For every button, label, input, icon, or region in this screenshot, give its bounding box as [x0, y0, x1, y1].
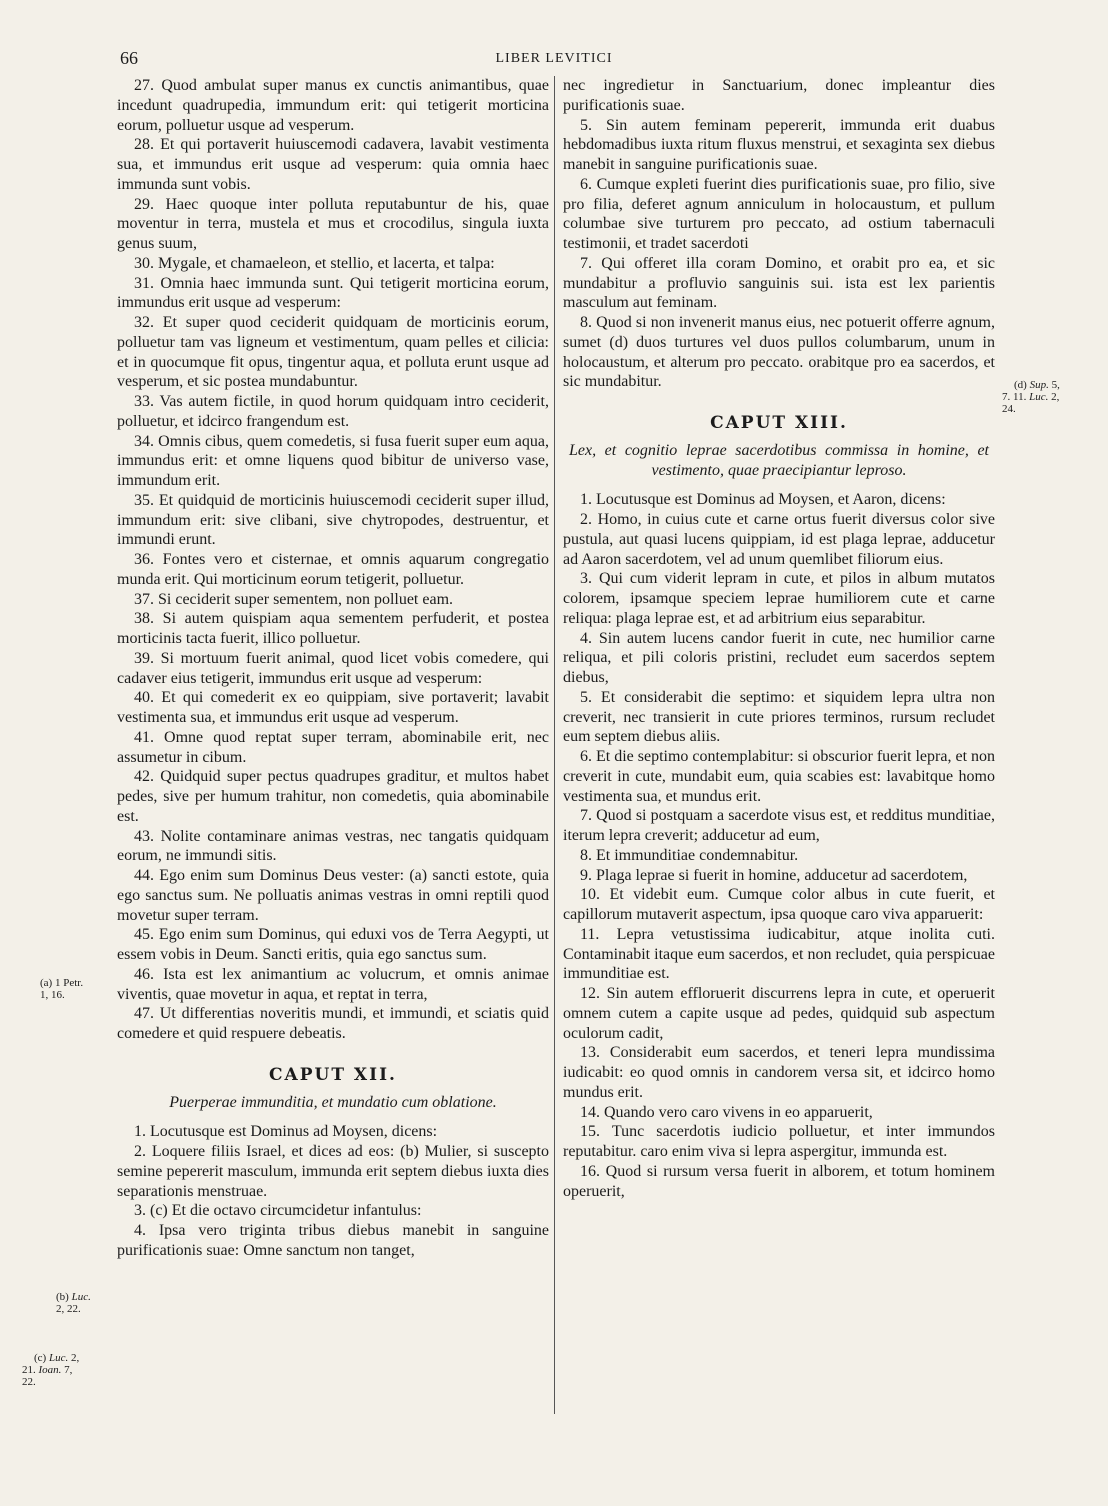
verse: 7. Quod si postquam a sacerdote visus est, et redditus munditiae, iterum lepra creverit; adducetur ad eum,: [563, 807, 995, 844]
margin-note-c: [22, 1352, 112, 1388]
note-reference: Luc.: [1029, 391, 1049, 403]
chapter-summary: Lex, et cognitio leprae sacerdotibus commissa in homine, et vestimento, quae praecipiantur leproso.: [569, 441, 989, 479]
note-location: 7. 11.: [1002, 391, 1027, 403]
verse: 27. Quod ambulat super manus ex cunctis animantibus, quae incedunt quadrupedia, immundum erit: qui tetigerit morticina eorum, polluetur usque ad vesperum.: [117, 77, 549, 134]
note-reference: 1 Petr.: [54, 977, 84, 989]
verse: 5. Et considerabit die septimo: et siquidem lepra ultra non creverit, nec transierit in cute priores terminos, rursum recludet eum septem diebus aliis.: [563, 688, 995, 746]
verse: 8. Quod si non invenerit manus eius, nec potuerit offerre agnum, sumet (d) duos turtures vel duos pullos columbarum, unum in holocaustum, et alterum pro peccato. orabitque pro ea sacerdos, et sic mundabitur.: [563, 314, 995, 391]
verse: 32. Et super quod ceciderit quidquam de morticinis eorum, polluetur tam vas ligneum et vestimentum, quam pelles et cilicia: et in quocumque fit opus, tingentur aqua, et polluta erunt usque ad vesperum, et sic postea mundabuntur.: [117, 314, 549, 391]
verse: 33. Vas autem fictile, in quod horum quidquam intro ceciderit, polluetur, et idcirco frangendum est.: [117, 393, 549, 430]
left-column: [117, 76, 549, 1261]
note-location: 2, 22.: [56, 1303, 81, 1315]
verse: 45. Ego enim sum Dominus, qui eduxi vos de Terra Aegypti, ut essem vobis in Deum. Sancti eritis, quia ego sanctus sum.: [117, 926, 549, 963]
verse: 40. Et qui comederit ex eo quippiam, sive portaverit; lavabit vestimenta sua, et immundus erit usque ad vesperum.: [117, 689, 549, 726]
verse: 35. Et quidquid de morticinis huiuscemodi ceciderit super illud, immundum erit: sive clibani, sive chytropodes, destruentur, et immundi erunt.: [117, 491, 549, 549]
right-verses-before: [563, 76, 995, 392]
verse: 41. Omne quod reptat super terram, abominabile erit, nec assumetur in cibum.: [117, 728, 549, 766]
verse: 42. Quidquid super pectus quadrupes graditur, et multos habet pedes, sive per humum trahitur, non comedetis, quia abominabile est.: [117, 768, 549, 825]
verse: 46. Ista est lex animantium ac volucrum, et omnis animae viventis, quae movetur in aqua, et reptat in terra,: [117, 965, 549, 1003]
verse: 37. Si ceciderit super sementem, non polluet eam.: [134, 590, 454, 608]
verse: 29. Haec quoque inter polluta reputabuntur de his, quae moventur in terra, mustela et mus et crocodilus, singula iuxta genus suum,: [117, 195, 549, 252]
verse: 1. Locutusque est Dominus ad Moysen, dicens:: [134, 1123, 438, 1141]
verse: 9. Plaga leprae si fuerit in homine, adducetur ad sacerdotem,: [580, 866, 968, 884]
verse: 34. Omnis cibus, quem comedetis, si fusa fuerit super eum aqua, immundus erit: et omne liquens quod bibitur de universo vase, immundum erit.: [117, 432, 549, 489]
verse: 15. Tunc sacerdotis iudicio polluetur, et inter immundos reputabitur. caro enim viva si lepra aspergitur, immunda est.: [563, 1123, 995, 1160]
page-number: 66: [120, 48, 138, 68]
right-verses-after: [563, 490, 995, 1201]
verse: 7. Qui offeret illa coram Domino, et orabit pro ea, et sic mundabitur a profluvio sanguinis sui. ista est lex parientis masculum aut feminam.: [563, 254, 995, 312]
note-location: 21.: [22, 1364, 36, 1376]
note-location: 22.: [22, 1376, 36, 1388]
note-location: 7,: [64, 1364, 73, 1376]
verse: 38. Si autem quispiam aqua sementem perfuderit, et postea morticinis tacta fuerit, illico polluetur.: [117, 610, 549, 647]
verse: 4. Ipsa vero triginta tribus diebus manebit in sanguine purificationis suae: Omne sanctum non tanget,: [117, 1222, 549, 1259]
verse: 2. Loquere filiis Israel, et dices ad eos: (b) Mulier, si suscepto semine pepererit masculum, immunda erit septem diebus iuxta dies separationis menstruae.: [117, 1143, 549, 1200]
verse: 3. Qui cum viderit lepram in cute, et pilos in album mutatos colorem, ipsamque speciem leprae humiliorem cute et carne reliqua: plaga leprae est, et ad arbitrium eius separabitur.: [563, 570, 995, 627]
verse: 2. Homo, in cuius cute et carne ortus fuerit diversus color sive pustula, aut quasi lucens quippiam, id est plaga leprae, adducetur ad Aaron sacerdotem, vel ad unum quemlibet filiorum eius.: [563, 511, 995, 568]
note-marker: (b): [56, 1291, 69, 1303]
note-location: 5,: [1051, 379, 1060, 391]
note-reference: Ioan.: [38, 1364, 62, 1376]
chapter-title: CAPUT XIII.: [710, 413, 848, 433]
note-location: 1, 16.: [40, 989, 65, 1001]
verse: 30. Mygale, et chamaeleon, et stellio, et lacerta, et talpa:: [134, 254, 495, 272]
verse: 5. Sin autem feminam pepererit, immunda erit duabus hebdomadibus iuxta ritum fluxus menstrui, et sexaginta sex diebus manebit in sanguine purificationis suae.: [563, 116, 995, 173]
left-verses-before: [117, 76, 549, 1044]
column-divider: [554, 76, 555, 1414]
note-location: 24.: [1002, 403, 1016, 415]
note-marker: (c): [34, 1352, 47, 1364]
verse-continuation: nec ingredietur in Sanctuarium, donec impleantur dies purificationis suae.: [563, 77, 995, 114]
verse: 28. Et qui portaverit huiuscemodi cadavera, lavabit vestimenta sua, et immundus erit usque ad vesperum: quia omnia haec immunda sunt vobis.: [117, 136, 549, 193]
verse: 8. Et immunditiae condemnabitur.: [580, 846, 799, 864]
verse: 6. Et die septimo contemplabitur: si obscurior fuerit lepra, et non creverit in cute, mundabit eum, quia scabies est: lavabitque homo vestimenta sua, et mundus erit.: [563, 748, 996, 805]
chapter-title: CAPUT XII.: [269, 1064, 397, 1085]
chapter-summary: Puerperae immunditia, et mundatio cum oblatione.: [169, 1093, 497, 1111]
verse: 14. Quando vero caro vivens in eo apparuerit,: [580, 1103, 873, 1121]
right-column: [563, 76, 995, 1201]
verse: 4. Sin autem lucens candor fuerit in cute, nec humilior carne reliqua, et pili coloris pristini, recludet eum sacerdos septem diebus,: [563, 629, 995, 686]
margin-note-a: [40, 977, 112, 1001]
note-location: 2,: [70, 1352, 80, 1364]
verse: 6. Cumque expleti fuerint dies purificationis suae, pro filio, sive pro filia, deferet agnum anniculum in holocaustum, et pullum columbae sive turturem pro peccato, ad ostium tabernaculi testimonii, et tradet sacerdoti: [563, 175, 995, 252]
left-verses-after: [117, 1122, 549, 1260]
verse: 36. Fontes vero et cisternae, et omnis aquarum congregatio munda erit. Qui morticinum eorum tetigerit, polluetur.: [117, 551, 549, 588]
verse: 39. Si mortuum fuerit animal, quod licet vobis comedere, qui cadaver eius tetigerit, immundus erit usque ad vesperum:: [117, 649, 549, 687]
page-header: [0, 48, 1108, 72]
note-reference: Sup.: [1029, 379, 1049, 391]
verse: 31. Omnia haec immunda sunt. Qui tetigerit morticina eorum, immundus erit usque ad vesperum:: [117, 274, 549, 312]
note-marker: (d): [1014, 379, 1027, 391]
verse: 47. Ut differentias noveritis mundi, et immundi, et sciatis quid comedere et quid respuere debeatis.: [117, 1005, 549, 1042]
note-location: 2,: [1051, 391, 1060, 403]
verse: 43. Nolite contaminare animas vestras, nec tangatis quidquam eorum, ne immundi sitis.: [117, 827, 549, 865]
verse: 11. Lepra vetustissima iudicabitur, atque inolita cuti. Contaminabit itaque eum sacerdos, et non recludet, quia perspicuae immunditiae est.: [563, 925, 995, 983]
verse: 13. Considerabit eum sacerdos, et teneri lepra mundissima iudicabit: eo quod omnis in candorem versa sit, et idcirco homo mundus erit.: [563, 1044, 995, 1101]
margin-note-b: [56, 1291, 112, 1315]
note-reference: Luc.: [48, 1352, 69, 1364]
verse: 16. Quod si rursum versa fuerit in alborem, et totum hominem operuerit,: [563, 1162, 995, 1200]
verse: 3. (c) Et die octavo circumcidetur infantulus:: [134, 1202, 422, 1220]
note-marker: (a): [40, 977, 53, 989]
verse: 10. Et videbit eum. Cumque color albus in cute fuerit, et capillorum mutaverit aspectum, ipsa quoque caro viva apparuerit:: [563, 886, 995, 923]
note-reference: Luc.: [71, 1291, 91, 1303]
verse: 1. Locutusque est Dominus ad Moysen, et Aaron, dicens:: [580, 491, 946, 509]
verse: 12. Sin autem effloruerit discurrens lepra in cute, et operuerit omnem cutem a capite usque ad pedes, quidquid sub aspectum oculorum cadit,: [563, 985, 995, 1042]
margin-note-d: [1002, 379, 1102, 415]
running-title: LIBER LEVITICI: [495, 51, 613, 66]
verse: 44. Ego enim sum Dominus Deus vester: (a) sancti estote, quia ego sanctus sum. Ne polluatis animas vestras in omni reptili quod movetur super terram.: [117, 867, 549, 924]
